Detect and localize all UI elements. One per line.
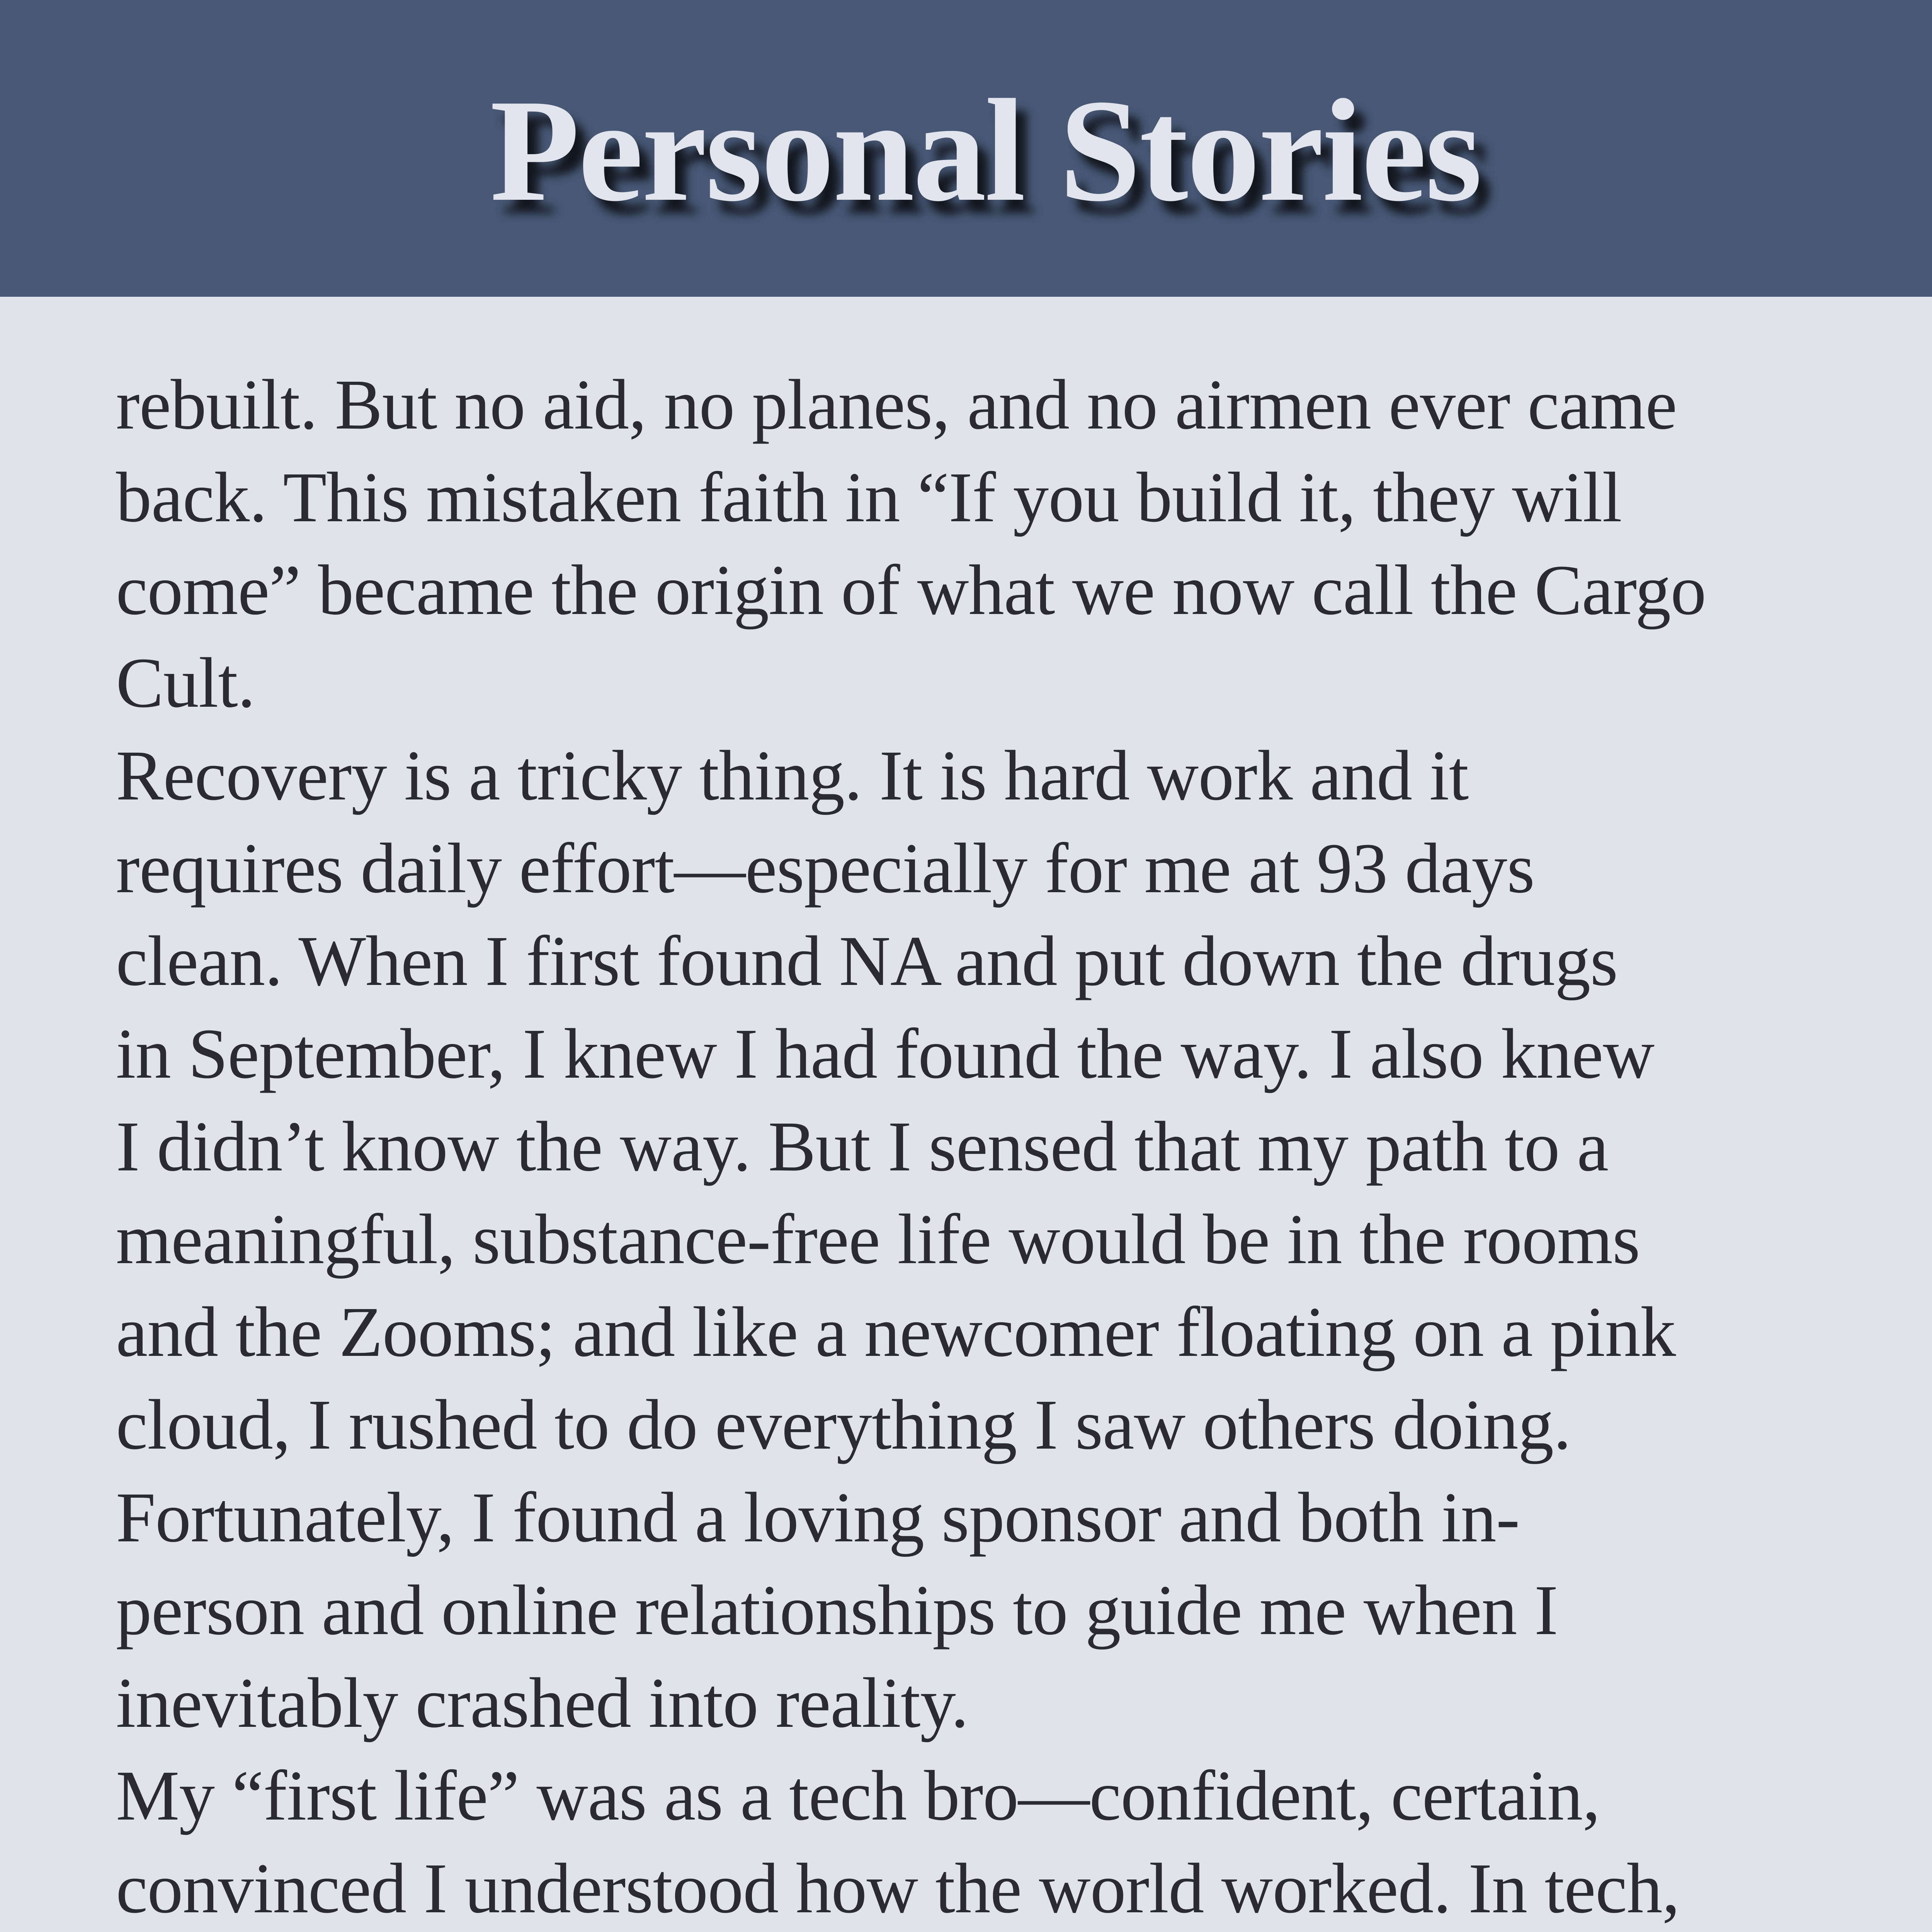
text-line: requires daily effort—especially for me at 93 days bbox=[116, 829, 1534, 908]
text-line: and the Zooms; and like a newcomer floating on a pink bbox=[116, 1293, 1676, 1372]
page-title: Personal Stories bbox=[490, 69, 1481, 232]
text-line: cloud, I rushed to do everything I saw others doing. bbox=[116, 1385, 1571, 1464]
text-line: rebuilt. But no aid, no planes, and no airmen ever came bbox=[116, 365, 1677, 444]
text-line: meaningful, substance-free life would be in the rooms bbox=[116, 1200, 1640, 1279]
text-line: My “first life” was as a tech bro—confident, certain, bbox=[116, 1756, 1600, 1835]
article-body bbox=[116, 359, 1862, 1932]
text-line: Recovery is a tricky thing. It is hard work and it bbox=[116, 736, 1469, 815]
text-line: inevitably crashed into reality. bbox=[116, 1663, 969, 1743]
text-line: back. This mistaken faith in “If you build it, they will bbox=[116, 458, 1622, 537]
text-line: Fortunately, I found a loving sponsor and both in- bbox=[116, 1478, 1520, 1557]
text-line: convinced I understood how the world worked. In tech, bbox=[116, 1849, 1680, 1928]
text-line: I didn’t know the way. But I sensed that my path to a bbox=[116, 1107, 1609, 1186]
text-line: come” became the origin of what we now call the Cargo bbox=[116, 551, 1706, 630]
text-line: person and online relationships to guide me when I bbox=[116, 1571, 1558, 1650]
text-line: clean. When I first found NA and put down the drugs bbox=[116, 922, 1618, 1001]
text-line: in September, I knew I had found the way. I also knew bbox=[116, 1014, 1655, 1094]
text-line: Cult. bbox=[116, 643, 255, 723]
